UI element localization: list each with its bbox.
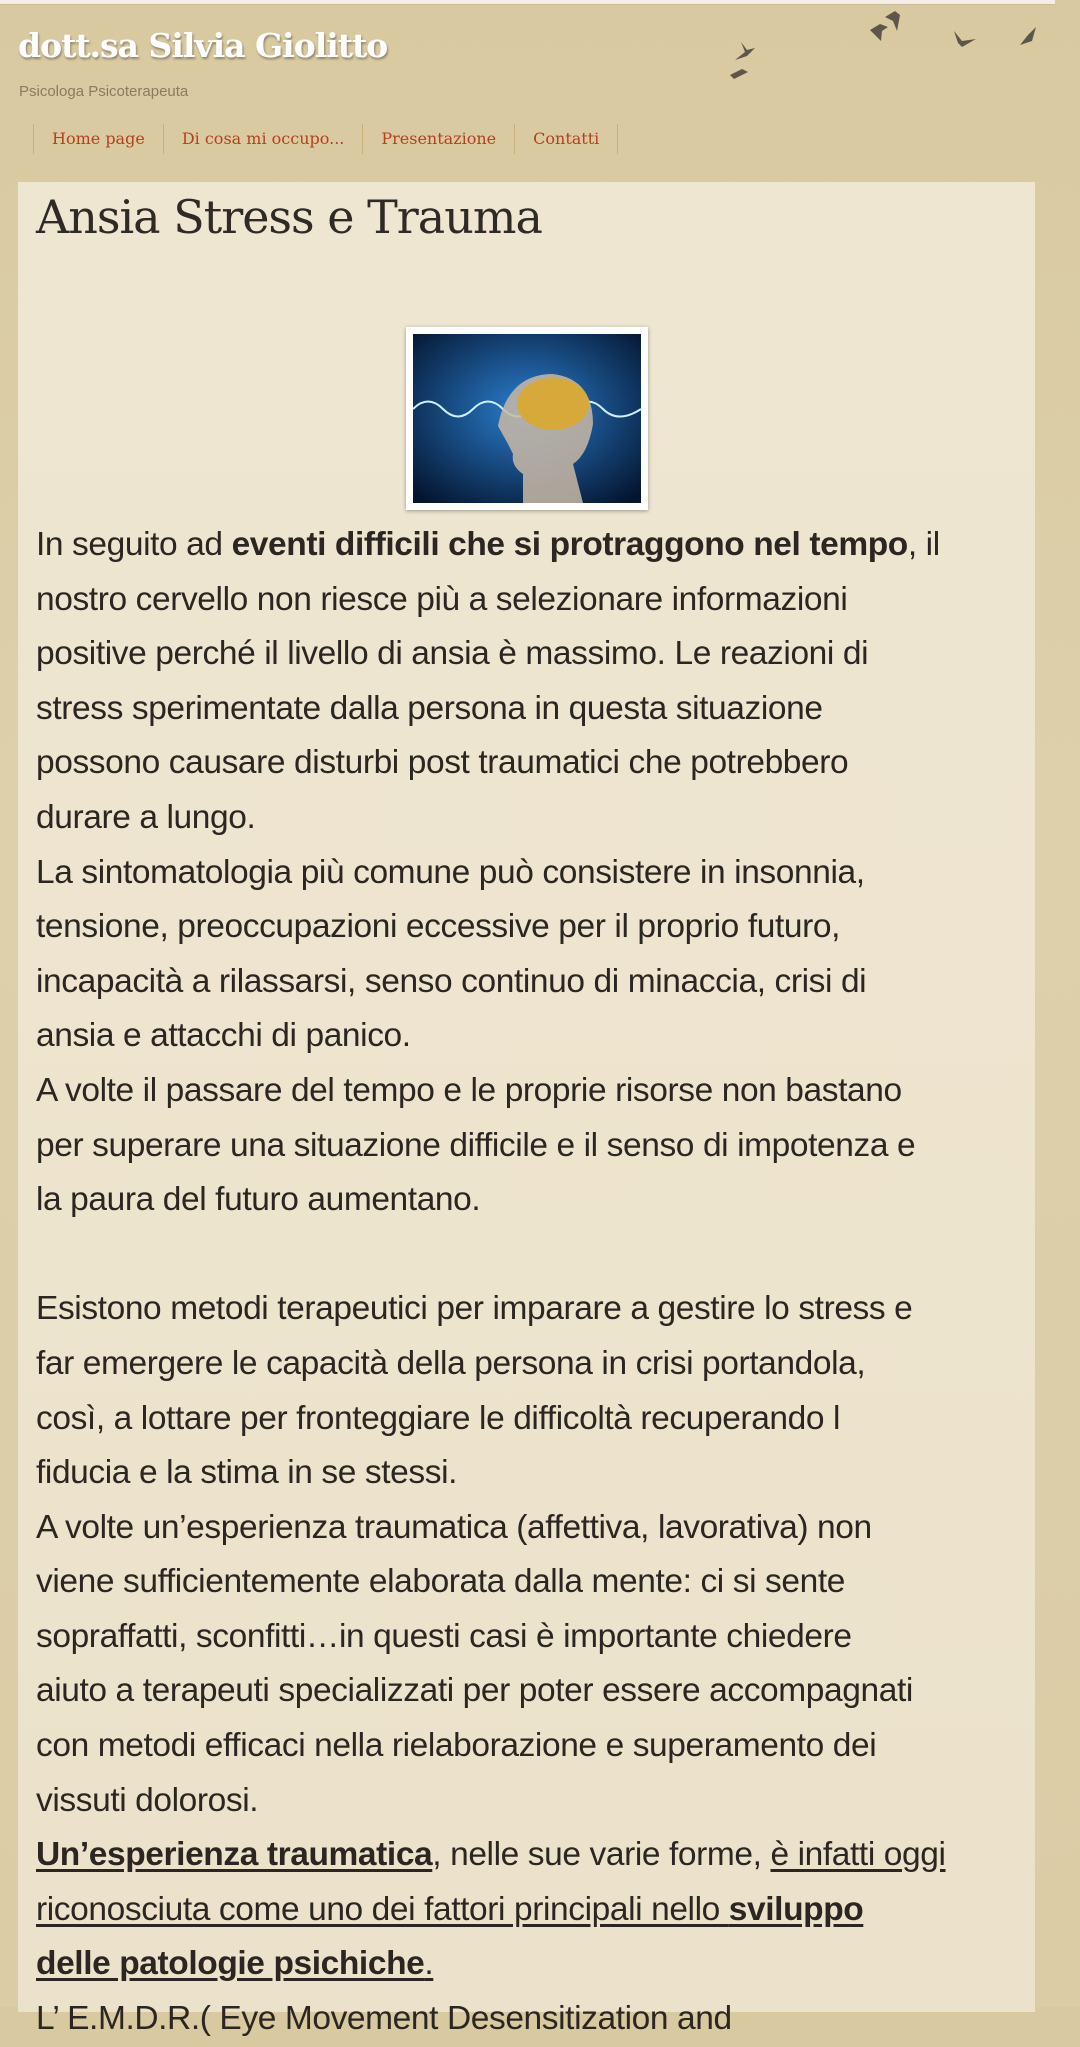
site-title[interactable]: dott.sa Silvia Giolitto — [18, 26, 388, 65]
text-segment: la paura del futuro aumentano. — [36, 1181, 481, 1219]
body-text-line — [36, 1664, 1026, 1719]
body-text-line — [36, 1064, 1026, 1119]
site-subtitle: Psicologa Psicoterapeuta — [19, 83, 189, 100]
text-segment: positive perché il livello di ansia è massimo. Le reazioni di — [36, 635, 869, 673]
body-text-line — [36, 791, 1026, 846]
main-nav — [33, 124, 618, 154]
nav-home-page[interactable]: Home page — [34, 124, 164, 154]
body-text-line — [36, 1719, 1026, 1774]
body-text-line — [36, 1392, 1026, 1447]
text-segment: viene sufficientemente elaborata dalla mente: ci si sente — [36, 1563, 845, 1601]
text-segment: Esistono metodi terapeutici per imparare a gestire lo stress e — [36, 1290, 913, 1328]
body-text-line — [36, 1119, 1026, 1174]
body-text-line — [36, 518, 1026, 573]
body-text-line — [36, 900, 1026, 955]
text-segment: tensione, preoccupazioni eccessive per il proprio futuro, — [36, 908, 840, 946]
body-text-line — [36, 846, 1026, 901]
article-body — [36, 518, 1026, 2047]
nav-di-cosa-mi-occupo[interactable]: Di cosa mi occupo... — [164, 124, 364, 154]
text-segment: far emergere le capacità della persona in crisi portandola, — [36, 1344, 866, 1382]
body-text-line — [36, 1828, 1026, 1883]
nav-presentazione[interactable]: Presentazione — [363, 124, 515, 154]
brain-head-icon — [413, 334, 641, 503]
text-segment: In seguito ad — [36, 526, 232, 563]
text-segment: per superare una situazione difficile e il senso di impotenza e — [36, 1126, 916, 1164]
text-segment: incapacità a rilassarsi, senso continuo di minaccia, crisi di — [36, 962, 867, 1000]
body-text-line — [36, 1774, 1026, 1829]
nav-contatti[interactable]: Contatti — [515, 124, 618, 154]
body-text-line — [36, 1446, 1026, 1501]
body-text-line — [36, 1173, 1026, 1228]
text-segment: con metodi efficaci nella rielaborazione e superamento dei — [36, 1727, 877, 1765]
body-text-line — [36, 1992, 1026, 2047]
page-title: Ansia Stress e Trauma — [36, 190, 542, 244]
text-segment: vissuti dolorosi. — [36, 1781, 259, 1819]
text-segment: A volte il passare del tempo e le proprie risorse non bastano — [36, 1071, 902, 1109]
body-text-line — [36, 736, 1026, 791]
underlined-text: riconosciuta come uno dei fattori principali nello — [36, 1890, 729, 1928]
text-segment: , il — [907, 526, 940, 563]
bold-text: eventi difficili che si protraggono nel tempo — [231, 526, 908, 563]
body-text-line — [36, 1555, 1026, 1610]
text-segment: ansia e attacchi di panico. — [36, 1017, 411, 1055]
text-segment: stress sperimentate dalla persona in questa situazione — [36, 689, 823, 727]
body-text-line — [36, 1337, 1026, 1392]
text-segment: sopraffatti, sconfitti…in questi casi è importante chiedere — [36, 1617, 852, 1655]
text-segment: così, a lottare per fronteggiare le difficoltà recuperando l — [36, 1399, 841, 1437]
underlined-text: sviluppo — [728, 1890, 864, 1928]
body-text-line — [36, 1937, 1026, 1992]
body-text-line — [36, 1610, 1026, 1665]
text-segment: La sintomatologia più comune può consistere in insonnia, — [36, 853, 865, 891]
text-segment: durare a lungo. — [36, 798, 256, 836]
underlined-text: è infatti oggi — [770, 1836, 946, 1874]
underlined-text: . — [424, 1945, 434, 1983]
body-text-line — [36, 1009, 1026, 1064]
body-text-line — [36, 1282, 1026, 1337]
text-segment: , nelle sue varie forme, — [432, 1836, 771, 1874]
body-text-line — [36, 955, 1026, 1010]
body-text-line — [36, 573, 1026, 628]
text-segment: aiuto a terapeuti specializzati per poter essere accompagnati — [36, 1672, 913, 1710]
text-segment: L’ E.M.D.R.( Eye Movement Desensitization and — [36, 2000, 732, 2038]
body-text-line — [36, 1228, 1026, 1283]
text-segment: nostro cervello non riesce più a selezionare informazioni — [36, 580, 848, 618]
text-segment: A volte un’esperienza traumatica (affettiva, lavorativa) non — [36, 1508, 872, 1546]
underlined-text: delle patologie psichiche — [36, 1945, 425, 1983]
brain-image — [406, 327, 648, 510]
text-segment: fiducia e la stima in se stessi. — [36, 1454, 458, 1492]
underlined-text: Un’esperienza traumatica — [36, 1836, 433, 1874]
text-segment: possono causare disturbi post traumatici che potrebbero — [36, 744, 849, 782]
body-text-line — [36, 1883, 1026, 1938]
body-text-line — [36, 1501, 1026, 1556]
body-text-line — [36, 682, 1026, 737]
birds-decoration-icon — [720, 5, 1060, 100]
body-text-line — [36, 627, 1026, 682]
